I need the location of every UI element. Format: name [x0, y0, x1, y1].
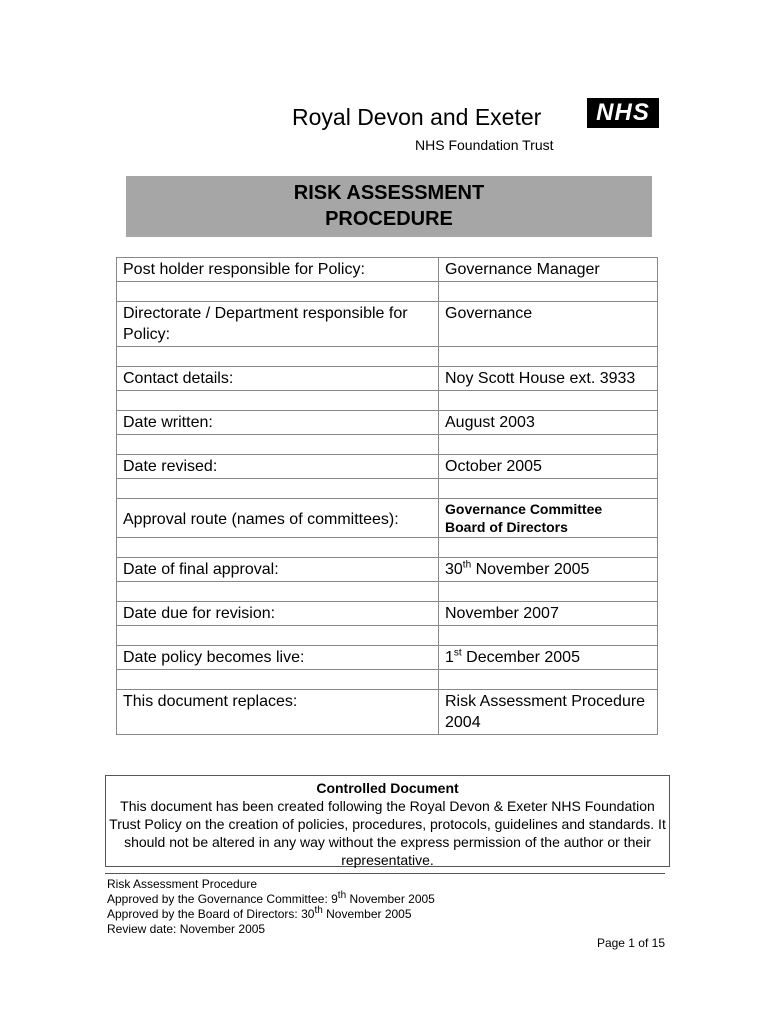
policy-details-table	[116, 257, 658, 735]
spacer-row	[117, 479, 658, 499]
table-row	[117, 411, 658, 435]
row-value	[439, 558, 658, 582]
row-value: Governance	[439, 302, 658, 347]
table-row	[117, 690, 658, 735]
footer-sup: th	[314, 905, 323, 916]
nhs-logo: NHS	[587, 98, 659, 128]
spacer-row	[117, 391, 658, 411]
table-row	[117, 646, 658, 670]
approval-committee-1: Governance Committee	[445, 501, 603, 517]
table-row	[117, 558, 658, 582]
footer-text: November 2005	[322, 907, 412, 921]
date-rest: November 2005	[471, 561, 590, 578]
row-value	[439, 499, 658, 538]
approval-committee-2: Board of Directors	[445, 519, 568, 535]
title-line-1: RISK ASSESSMENT	[293, 182, 485, 204]
footer-text: Approved by the Board of Directors: 30	[107, 907, 315, 921]
row-label: Date written:	[117, 411, 439, 435]
footer-text: Approved by the Governance Committee: 9	[107, 892, 338, 906]
row-value: October 2005	[439, 455, 658, 479]
table-row	[117, 602, 658, 626]
table-row	[117, 499, 658, 538]
date-day: 30	[445, 561, 463, 578]
footer-sup: th	[337, 890, 347, 901]
row-value: Risk Assessment Procedure 2004	[439, 690, 658, 735]
row-label: Date policy becomes live:	[117, 646, 439, 670]
table-row	[117, 367, 658, 391]
row-value: Governance Manager	[439, 258, 658, 282]
row-label: Date of final approval:	[117, 558, 439, 582]
date-day: 1	[445, 649, 454, 666]
row-label: Approval route (names of committees):	[117, 499, 439, 538]
spacer-row	[117, 670, 658, 690]
page-number: Page 1 of 15	[596, 936, 665, 950]
table-row	[117, 455, 658, 479]
spacer-row	[117, 582, 658, 602]
row-label: Contact details:	[117, 367, 439, 391]
footer-board-approval	[107, 907, 435, 922]
row-value	[439, 646, 658, 670]
row-value: August 2003	[439, 411, 658, 435]
controlled-document-title: Controlled Document	[316, 780, 459, 796]
spacer-row	[117, 435, 658, 455]
spacer-row	[117, 347, 658, 367]
footer-divider	[105, 873, 665, 874]
footer-review-date: Review date: November 2005	[107, 922, 266, 936]
spacer-row	[117, 538, 658, 558]
table-row	[117, 258, 658, 282]
spacer-row	[117, 282, 658, 302]
document-title	[126, 176, 652, 237]
controlled-document-body: This document has been created following the Royal Devon & Exeter NHS Foundation Trust Policy on the creation of policies, procedures, protocols, guidelines and standards. It should not be altered in any way without the express permission of the author or their representative.	[109, 798, 666, 868]
row-label: This document replaces:	[117, 690, 439, 735]
row-label: Post holder responsible for Policy:	[117, 258, 439, 282]
date-suffix: th	[462, 559, 472, 571]
title-line-2: PROCEDURE	[325, 208, 453, 230]
date-suffix: st	[453, 647, 462, 659]
footer-doc-title: Risk Assessment Procedure	[107, 877, 258, 891]
row-label: Date revised:	[117, 455, 439, 479]
row-value: Noy Scott House ext. 3933	[439, 367, 658, 391]
spacer-row	[117, 626, 658, 646]
trust-subtitle: NHS Foundation Trust	[415, 137, 554, 153]
footer-text: November 2005	[346, 892, 435, 906]
row-label: Date due for revision:	[117, 602, 439, 626]
date-rest: December 2005	[461, 649, 580, 666]
controlled-document-notice	[105, 775, 670, 867]
document-footer	[107, 877, 435, 937]
row-value: November 2007	[439, 602, 658, 626]
footer-committee-approval	[107, 892, 435, 907]
trust-name: Royal Devon and Exeter	[292, 104, 542, 130]
table-row	[117, 302, 658, 347]
row-label: Directorate / Department responsible for Policy:	[117, 302, 439, 347]
